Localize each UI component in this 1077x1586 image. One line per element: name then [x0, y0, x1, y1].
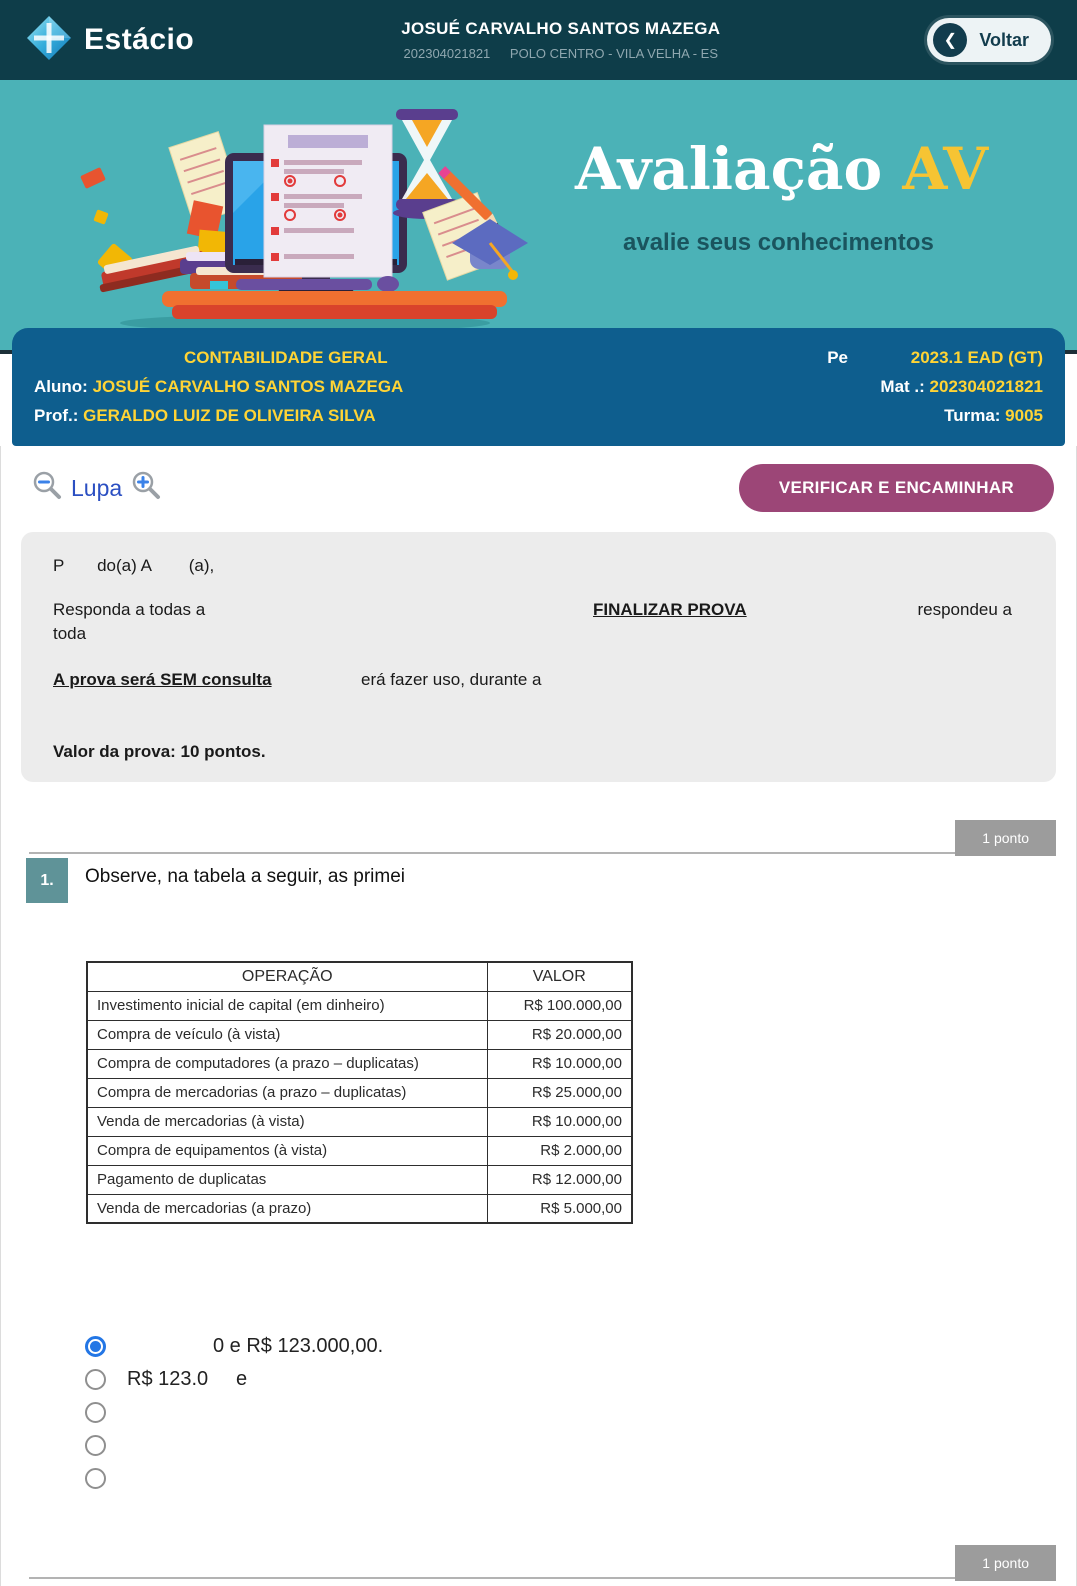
radio-3[interactable]: [85, 1402, 106, 1423]
instructions-line2-left: Responda a todas a: [53, 600, 206, 619]
chevron-left-icon: ❮: [933, 23, 967, 57]
question1-table: [86, 961, 633, 1224]
professor-label: Prof.:: [34, 406, 79, 425]
option-row-4: [85, 1435, 1076, 1456]
table-cell-operacao: Compra de veículo (à vista): [87, 1020, 487, 1049]
table-cell-valor: R$ 5.000,00: [487, 1194, 632, 1223]
banner-title-main: Avaliação: [575, 135, 883, 203]
option-row-1: [85, 1336, 1076, 1357]
question1-options: [85, 1336, 1076, 1489]
period-value: 2023.1 EAD (GT): [910, 348, 1043, 367]
table-row: [87, 1194, 632, 1223]
radio-4[interactable]: [85, 1435, 106, 1456]
app-header: [0, 0, 1077, 80]
professor-value: GERALDO LUIZ DE OLIVEIRA SILVA: [83, 406, 376, 425]
table-cell-operacao: Compra de equipamentos (à vista): [87, 1136, 487, 1165]
question1-number: 1.: [26, 858, 68, 903]
turma-value: 9005: [1005, 406, 1043, 425]
table-header-row: [87, 962, 632, 991]
instructions-greeting: P do(a) A (a),: [53, 556, 215, 575]
instructions-line2-left2: toda: [53, 624, 87, 643]
brand: [26, 15, 194, 66]
turma-label: Turma:: [944, 406, 1001, 425]
table-cell-valor: R$ 25.000,00: [487, 1078, 632, 1107]
table-header-operacao: OPERAÇÃO: [87, 962, 487, 991]
table-cell-operacao: Compra de computadores (a prazo – duplicatas): [87, 1049, 487, 1078]
question1-points-badge: 1 ponto: [955, 820, 1056, 856]
exam-value-text: Valor da prova: 10 pontos.: [53, 742, 266, 761]
course-name: CONTABILIDADE GERAL: [184, 348, 388, 367]
table-cell-operacao: Venda de mercadorias (a prazo): [87, 1194, 487, 1223]
header-student-id: 202304021821: [403, 46, 491, 61]
sem-consulta-text: A prova será SEM consulta: [53, 670, 272, 689]
zoom-out-icon[interactable]: [31, 470, 63, 507]
table-cell-valor: R$ 12.000,00: [487, 1165, 632, 1194]
instructions-line3: [53, 670, 1024, 694]
back-button-label: Voltar: [979, 29, 1029, 50]
matricula-value: 202304021821: [929, 377, 1043, 396]
table-row: [87, 1136, 632, 1165]
table-cell-valor: R$ 10.000,00: [487, 1049, 632, 1078]
banner-title: [575, 135, 988, 203]
table-row: [87, 1107, 632, 1136]
question1-points-row: [29, 814, 1056, 854]
table-row: [87, 1078, 632, 1107]
table-row: [87, 1020, 632, 1049]
hero-banner: [0, 80, 1077, 354]
instructions-line2: [53, 600, 1024, 658]
table-row: [87, 1165, 632, 1194]
question2-points-row: [29, 1539, 1056, 1579]
verify-submit-button[interactable]: VERIFICAR E ENCAMINHAR: [739, 464, 1054, 512]
table-cell-valor: R$ 10.000,00: [487, 1107, 632, 1136]
professor: [34, 401, 376, 430]
banner-text: [575, 135, 988, 257]
divider-line: [29, 1577, 955, 1579]
table-cell-valor: R$ 2.000,00: [487, 1136, 632, 1165]
student: [34, 372, 403, 401]
table-cell-valor: R$ 20.000,00: [487, 1020, 632, 1049]
page-content: [0, 446, 1077, 1586]
option-1-label: 0 e R$ 123.000,00.: [213, 1335, 384, 1357]
estacio-logo-icon: [26, 15, 72, 66]
option-row-3: [85, 1402, 1076, 1423]
question1-header: [26, 858, 1076, 903]
student-value: JOSUÉ CARVALHO SANTOS MAZEGA: [92, 377, 404, 396]
table-cell-operacao: Pagamento de duplicatas: [87, 1165, 487, 1194]
header-campus: POLO CENTRO - VILA VELHA - ES: [509, 46, 718, 61]
matricula: [880, 372, 1043, 401]
exam-info-bar: [12, 328, 1065, 446]
zoom-in-icon[interactable]: [130, 470, 162, 507]
turma: [944, 401, 1043, 430]
table-cell-operacao: Investimento inicial de capital (em dinheiro): [87, 991, 487, 1020]
option-row-2: [85, 1369, 1076, 1390]
table-header-valor: VALOR: [487, 962, 632, 991]
toolbar: [1, 446, 1076, 512]
radio-2[interactable]: [85, 1369, 106, 1390]
radio-1[interactable]: [85, 1336, 106, 1357]
back-button[interactable]: [927, 18, 1051, 62]
banner-subtitle: avalie seus conhecimentos: [623, 229, 934, 256]
instructions-box: [21, 532, 1056, 782]
header-student-sub: [396, 46, 726, 61]
table-row: [87, 1049, 632, 1078]
radio-5[interactable]: [85, 1468, 106, 1489]
table-cell-operacao: Compra de mercadorias (a prazo – duplicatas): [87, 1078, 487, 1107]
instructions-line2-right: respondeu a: [917, 600, 1012, 619]
zoom-control: [31, 470, 162, 507]
header-student-name: JOSUÉ CARVALHO SANTOS MAZEGA: [401, 19, 721, 38]
table-cell-valor: R$ 100.000,00: [487, 991, 632, 1020]
instructions-line3-rest: erá fazer uso, durante a: [361, 670, 542, 689]
question1-text: Observe, na tabela a seguir, as primei: [85, 866, 406, 887]
period: [827, 343, 1043, 372]
period-label: Pe: [827, 348, 848, 367]
table-cell-operacao: Venda de mercadorias (à vista): [87, 1107, 487, 1136]
divider-line: [29, 852, 955, 854]
student-label: Aluno:: [34, 377, 88, 396]
option-2-label: R$ 123.0 e: [127, 1368, 248, 1390]
banner-title-accent: AV: [902, 135, 989, 203]
option-row-5: [85, 1468, 1076, 1489]
brand-name: Estácio: [84, 23, 195, 56]
exam-illustration: [30, 83, 530, 348]
matricula-label: Mat .:: [880, 377, 925, 396]
header-student-info: [396, 19, 726, 61]
question2-points-badge: 1 ponto: [955, 1545, 1056, 1581]
zoom-label: Lupa: [71, 474, 123, 501]
table-row: [87, 991, 632, 1020]
finalizar-prova-text: FINALIZAR PROVA: [593, 600, 747, 619]
